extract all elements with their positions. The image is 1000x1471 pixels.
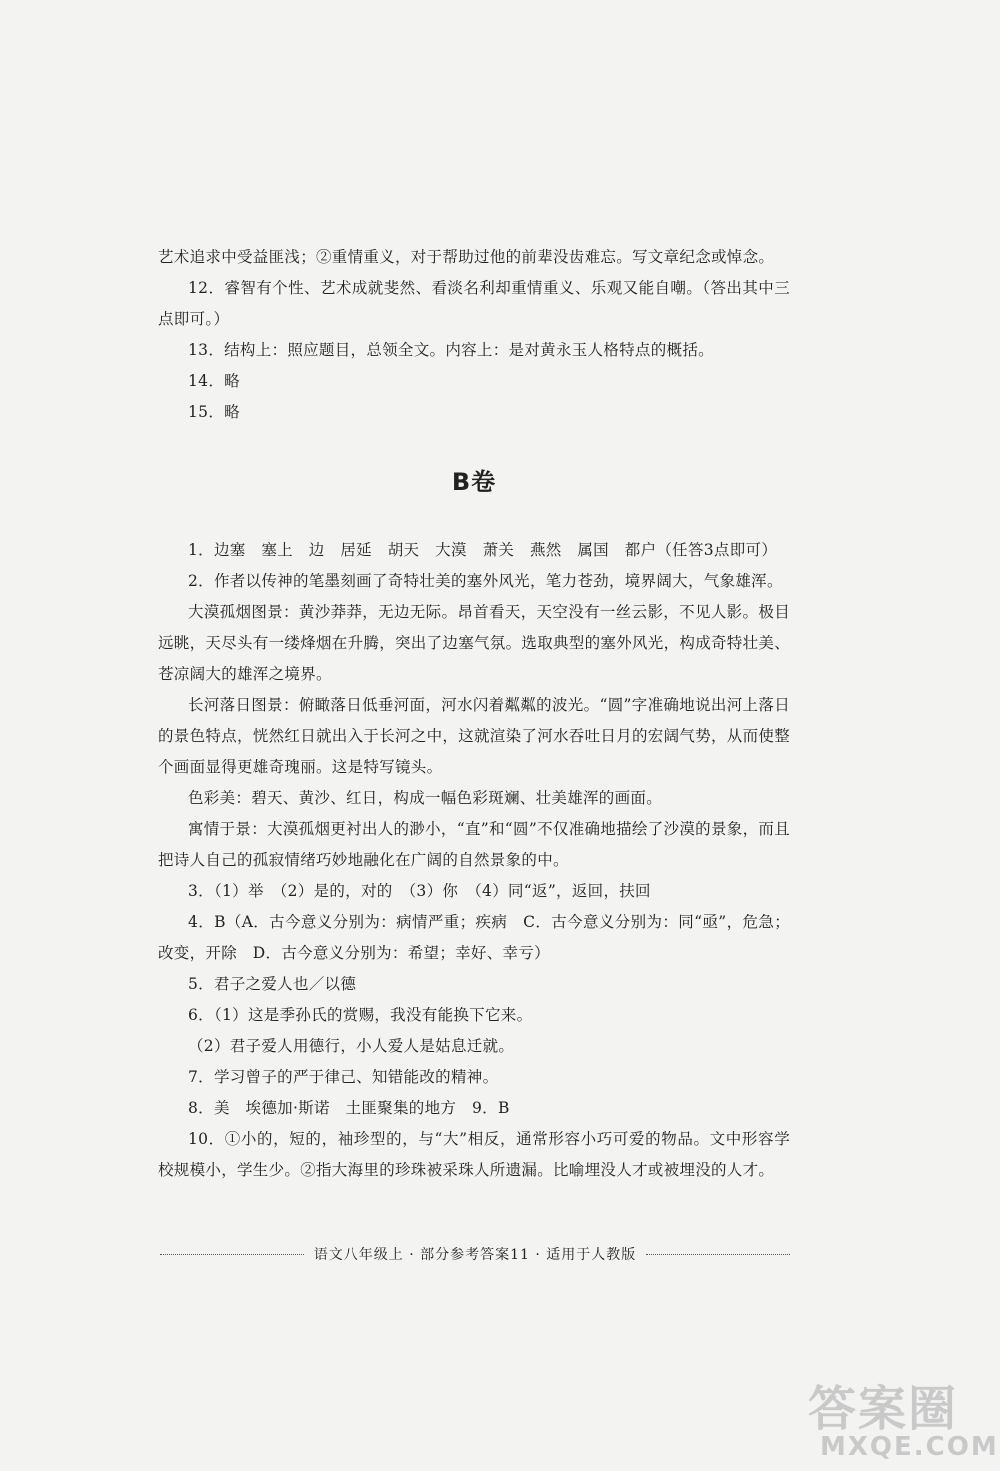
b-answer-1: 1．边塞 塞上 边 居延 胡天 大漠 萧关 燕然 属国 都户（任答3点即可） — [188, 541, 778, 559]
b-answer-6-1: 6．（1）这是季孙氏的赏赐，我没有能换下它来。 — [188, 1006, 533, 1024]
b-answer-2-desert: 大漠孤烟图景：黄沙莽莽，无边无际。昂首看天，天空没有一丝云影，不见人影。极目远眺，天尽头有一缕烽烟在升腾，突出了边塞气氛。选取典型的塞外风光，构成奇特壮美、苍凉阔大的雄浑之境界。 — [158, 603, 791, 683]
footer-divider-right — [646, 1254, 790, 1255]
watermark-logo — [808, 1370, 999, 1466]
b-answer-7: 7．学习曾子的严于律己、知错能改的精神。 — [188, 1068, 499, 1086]
b-answer-2-color: 色彩美：碧天、黄沙、红日，构成一幅色彩斑斓、壮美雄浑的画面。 — [188, 789, 663, 807]
b-answer-5: 5．君子之爱人也／以德 — [188, 975, 357, 993]
answer-14: 14．略 — [188, 372, 240, 390]
b-answer-6-2: （2）君子爱人用德行，小人爱人是姑息迁就。 — [188, 1037, 515, 1055]
footer-text: 语文八年级上 · 部分参考答案11 · 适用于人教版 — [313, 1247, 637, 1263]
answer-12: 12．睿智有个性、艺术成就斐然、看淡名利却重情重义、乐观又能自嘲。（答出其中三点即可。） — [158, 279, 790, 328]
page-footer — [160, 1244, 790, 1264]
b-answer-3: 3．（1）举 （2）是的，对的 （3）你 （4）同“返”，返回，扶回 — [188, 882, 651, 900]
watermark-text: 答案圈 — [808, 1381, 959, 1437]
answer-content — [158, 242, 790, 1186]
section-title: B卷 — [451, 468, 497, 496]
b-answer-2-river: 长河落日图景：俯瞰落日低垂河面，河水闪着粼粼的波光。“圆”字准确地说出河上落日的景色特点，恍然红日就出入于长河之中，这就渲染了河水吞吐日月的宏阔气势，从而使整个画面显得更雄奇瑰丽。这是特写镜头。 — [158, 696, 791, 776]
b-answer-2-emotion: 寓情于景：大漠孤烟更衬出人的渺小，“直”和“圆”不仅准确地描绘了沙漠的景象，而且把诗人自己的孤寂情绪巧妙地融化在广阔的自然景象的中。 — [158, 820, 790, 869]
b-answer-4: 4．B（A．古今意义分别为：病情严重；疾病 C．古今意义分别为：同“亟”，危急；改变，开除 D．古今意义分别为：希望；幸好、幸亏） — [158, 913, 790, 962]
watermark-url: MXQE.COM — [820, 1432, 999, 1462]
answer-line: 艺术追求中受益匪浅；②重情重义，对于帮助过他的前辈没齿难忘。写文章纪念或悼念。 — [158, 248, 775, 266]
footer-divider-left — [160, 1254, 304, 1255]
answer-15: 15．略 — [188, 403, 240, 421]
b-answer-2: 2．作者以传神的笔墨刻画了奇特壮美的塞外风光，笔力苍劲，境界阔大，气象雄浑。 — [188, 572, 783, 590]
b-answer-8-9: 8．美 埃德加·斯诺 土匪聚集的地方 9．B — [188, 1099, 510, 1117]
answer-13: 13．结构上：照应题目，总领全文。内容上：是对黄永玉人格特点的概括。 — [188, 341, 714, 359]
b-answer-10: 10．①小的，短的，袖珍型的，与“大”相反，通常形容小巧可爱的物品。文中形容学校规模小，学生少。②指大海里的珍珠被采珠人所遗漏。比喻埋没人才或被埋没的人才。 — [158, 1130, 790, 1179]
